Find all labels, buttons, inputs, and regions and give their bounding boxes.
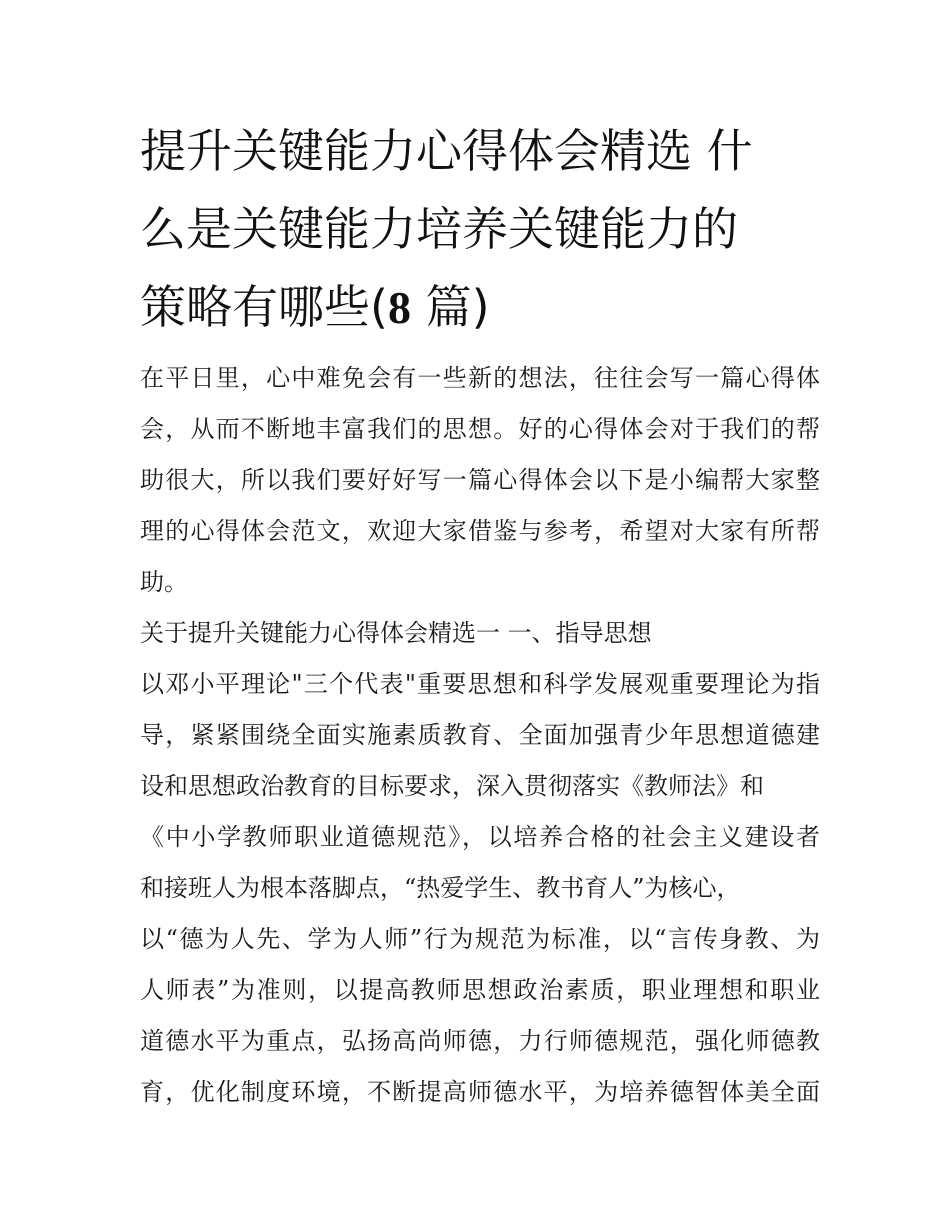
body-line: 道德水平为重点，弘扬高尚师德，力行师德规范，强化师德教 — [140, 1027, 820, 1055]
title-line-3 — [140, 268, 820, 347]
body-line: 以邓小平理论"三个代表"重要思想和科学发展观重要理论为指 — [140, 670, 820, 698]
body-line: 人师表”为准则，以提高教师思想政治素质，职业理想和职业 — [140, 976, 820, 1004]
title-count: 8 — [387, 282, 411, 333]
body-line: 导，紧紧围绕全面实施素质教育、全面加强青少年思想道德建 — [140, 721, 820, 749]
body-line: 和接班人为根本落脚点，“热爱学生、教书育人”为核心， — [140, 874, 741, 902]
document-title — [140, 112, 820, 347]
body-line: 助。 — [140, 568, 188, 596]
body-line: 以“德为人先、学为人师”行为规范为标准，以“言传身教、为 — [140, 925, 820, 953]
title-line-1: 提升关键能力心得体会精选 什 — [140, 124, 753, 178]
body-line: 会，从而不断地丰富我们的思想。好的心得体会对于我们的帮 — [140, 415, 820, 443]
title-line-3-end: 篇) — [410, 280, 490, 334]
body-line: 在平日里，心中难免会有一些新的想法，往往会写一篇心得体 — [140, 364, 820, 392]
body-line: 《中小学教师职业道德规范》，以培养合格的社会主义建设者 — [140, 823, 820, 851]
title-line-2: 么是关键能力培养关键能力的 — [140, 202, 738, 256]
section-heading: 关于提升关键能力心得体会精选一 一、指导思想 — [140, 619, 652, 647]
body-line: 理的心得体会范文，欢迎大家借鉴与参考，希望对大家有所帮 — [140, 517, 820, 545]
body-line: 助很大，所以我们要好好写一篇心得体会以下是小编帮大家整 — [140, 466, 820, 494]
body-line: 育，优化制度环境，不断提高师德水平，为培养德智体美全面 — [140, 1078, 820, 1106]
body-line: 设和思想政治教育的目标要求，深入贯彻落实《教师法》和 — [140, 772, 764, 800]
title-line-3-text: 策略有哪些( — [140, 280, 388, 334]
document-body — [140, 353, 820, 1118]
